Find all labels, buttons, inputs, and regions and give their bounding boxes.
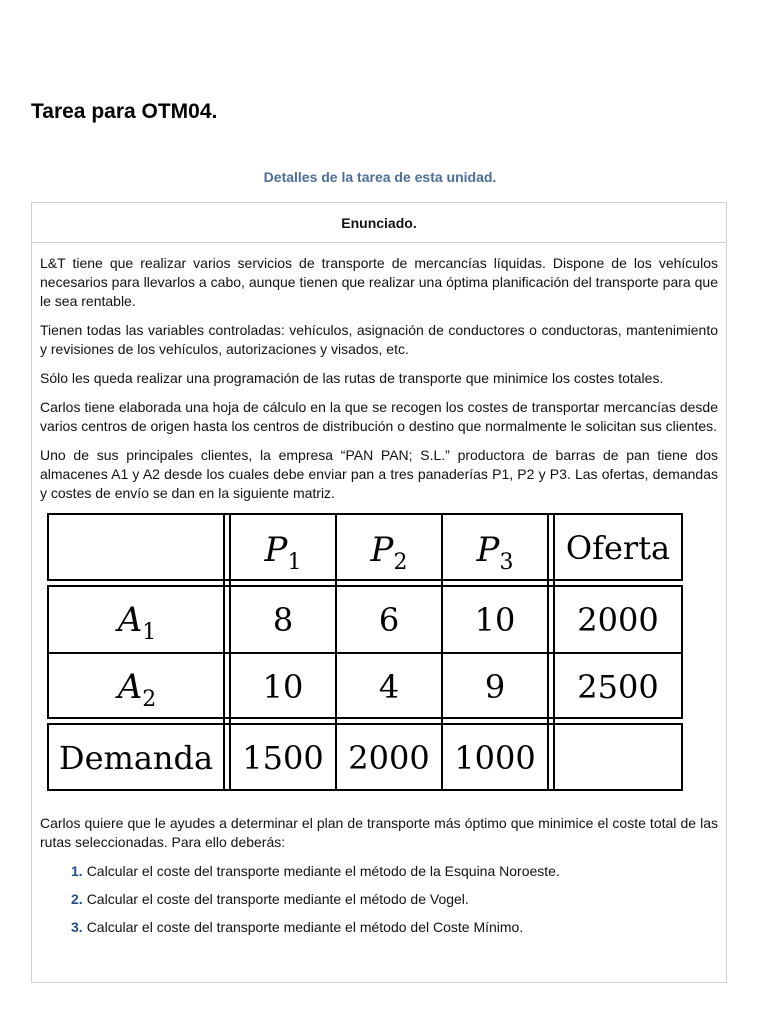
row-letter: A	[117, 667, 143, 707]
paragraph: L&T tiene que realizar varios servicios de transporte de mercancías líquidas. Dispone de los vehículos necesarios para llevarlos a cabo, aunque tienen que realizar una óptima planificación del transporte para que le sea rentable.	[40, 255, 718, 309]
matrix-cell: 9	[484, 668, 506, 706]
matrix-cell: 1500	[242, 739, 324, 777]
paragraph: Carlos quiere que le ayudes a determinar el plan de transporte más óptimo que minimice el coste total de las rutas seleccionadas. Para ello deberás:	[40, 815, 718, 850]
matrix-svg	[47, 513, 683, 792]
col-letter: P	[264, 530, 288, 570]
task-list	[40, 862, 718, 936]
task-box	[31, 202, 727, 983]
list-number: 2.	[71, 891, 83, 907]
list-item	[71, 862, 718, 880]
matrix-row-label	[115, 600, 157, 645]
matrix-cell: 1000	[454, 739, 536, 777]
col-letter: P	[370, 530, 394, 570]
page-title: Tarea para OTM04.	[31, 100, 218, 123]
list-text: Calcular el coste del transporte mediante el método del Coste Mínimo.	[86, 919, 524, 935]
section-caption: Detalles de la tarea de esta unidad.	[263, 169, 497, 185]
matrix-cell: 10	[474, 601, 516, 639]
col-sub: 2	[393, 550, 408, 575]
col-sub: 3	[499, 550, 514, 575]
paragraph: Uno de sus principales clientes, la empresa “PAN PAN; S.L.” productora de barras de pan tiene dos almacenes A1 y A2 desde los cuales debe enviar pan a tres panaderías P1, P2 y P3. Las ofertas, demandas y costes de envío se dan en la siguiente matriz.	[40, 447, 718, 501]
list-number: 1.	[71, 863, 83, 879]
paragraph: Carlos tiene elaborada una hoja de cálculo en la que se recogen los costes de transportar mercancías desde varios centros de origen hasta los centros de distribución o destino que normalmente le solicitan sus clientes.	[40, 399, 718, 434]
box-header: Enunciado.	[32, 203, 726, 243]
matrix-row-label	[115, 667, 157, 712]
matrix-cell: 2000	[577, 601, 659, 639]
matrix-col-header	[264, 530, 302, 575]
transport-matrix	[47, 513, 683, 792]
row-sub: 1	[142, 620, 157, 645]
row-letter: A	[117, 600, 143, 640]
paragraph: Sólo les queda realizar una programación de las rutas de transporte que minimice los costes totales.	[40, 370, 664, 386]
list-item	[71, 918, 718, 936]
matrix-cell: 8	[272, 601, 294, 639]
list-text: Calcular el coste del transporte mediante el método de la Esquina Noroeste.	[86, 863, 560, 879]
list-number: 3.	[71, 919, 83, 935]
list-item	[71, 890, 718, 908]
matrix-cell: 6	[378, 601, 400, 639]
box-content	[32, 243, 726, 936]
col-letter: P	[476, 530, 500, 570]
matrix-cell: 2000	[348, 739, 430, 777]
matrix-col-header: Oferta	[565, 529, 671, 567]
row-sub: 2	[142, 687, 157, 712]
matrix-cell: 4	[378, 668, 400, 706]
matrix-cell: 2500	[577, 668, 659, 706]
col-sub: 1	[287, 550, 302, 575]
list-text: Calcular el coste del transporte mediante el método de Vogel.	[86, 891, 469, 907]
matrix-col-header	[476, 530, 514, 575]
matrix-cell: 10	[262, 668, 304, 706]
matrix-col-header	[370, 530, 408, 575]
matrix-demand-label: Demanda	[58, 739, 214, 777]
paragraph: Tienen todas las variables controladas: vehículos, asignación de conductores o conductoras, mantenimiento y revisiones de los vehículos, autorizaciones y visados, etc.	[40, 322, 718, 357]
